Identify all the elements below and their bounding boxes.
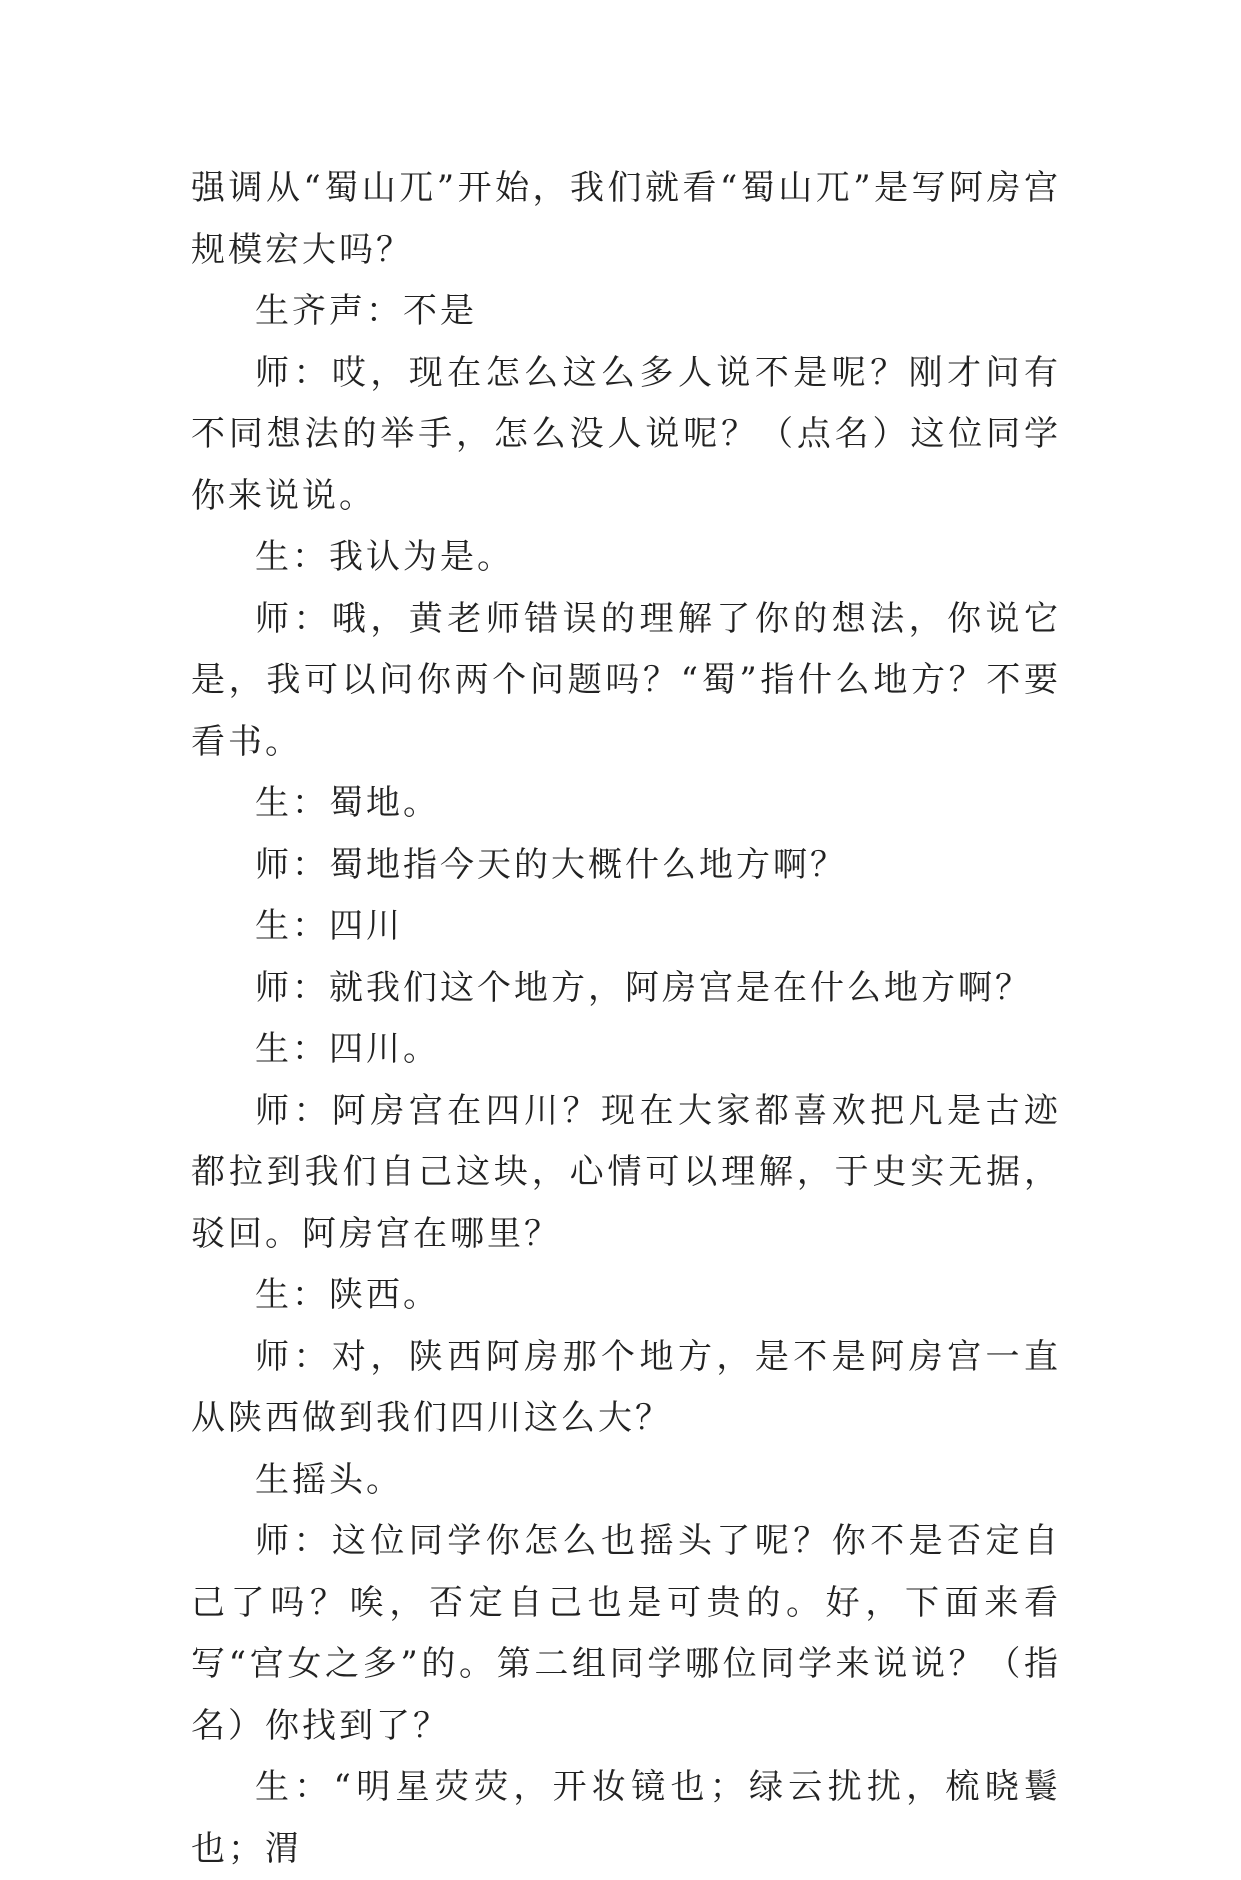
paragraph-6: 生：蜀地。	[255, 783, 440, 823]
document-body	[191, 158, 1061, 1880]
paragraph-5: 师：哦，黄老师错误的理解了你的想法，你说它是，我可以问你两个问题吗？“蜀”指什么地方？不要看书。	[191, 598, 1061, 762]
paragraph-13: 师：对，陕西阿房那个地方，是不是阿房宫一直从陕西做到我们四川这么大？	[191, 1336, 1061, 1438]
paragraph-1: 强调从“蜀山兀”开始，我们就看“蜀山兀”是写阿房宫规模宏大吗？	[191, 168, 1061, 270]
paragraph-4: 生：我认为是。	[255, 537, 514, 577]
paragraph-15: 师：这位同学你怎么也摇头了呢？你不是否定自己了吗？唉，否定自己也是可贵的。好，下面来看写“宫女之多”的。第二组同学哪位同学来说说？（指名）你找到了？	[191, 1521, 1061, 1746]
paragraph-2: 生齐声：不是	[255, 291, 477, 331]
paragraph-16: 生：“明星荧荧，开妆镜也；绿云扰扰，梳晓鬟也；渭	[191, 1767, 1061, 1869]
paragraph-3: 师：哎，现在怎么这么多人说不是呢？刚才问有不同想法的举手，怎么没人说呢？（点名）这位同学你来说说。	[191, 352, 1061, 516]
paragraph-7: 师：蜀地指今天的大概什么地方啊？	[255, 844, 847, 885]
paragraph-11: 师：阿房宫在四川？现在大家都喜欢把凡是古迹都拉到我们自己这块，心情可以理解，于史实无据，驳回。阿房宫在哪里？	[191, 1090, 1061, 1254]
paragraph-10: 生：四川。	[255, 1029, 440, 1069]
paragraph-14: 生摇头。	[255, 1459, 403, 1500]
paragraph-12: 生：陕西。	[255, 1275, 440, 1315]
paragraph-9: 师：就我们这个地方，阿房宫是在什么地方啊？	[255, 967, 1032, 1008]
paragraph-8: 生：四川	[255, 906, 403, 946]
